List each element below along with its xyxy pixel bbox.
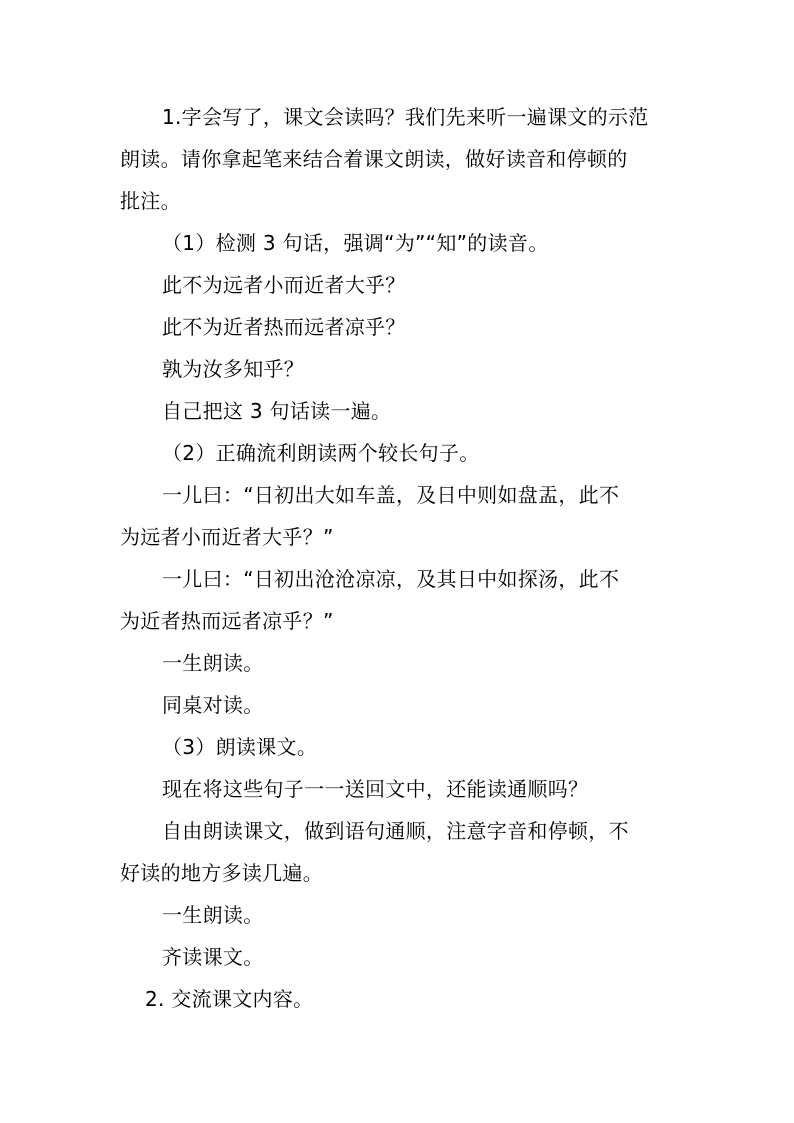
sentence-line: 此不为远者小而近者大乎？ bbox=[162, 273, 406, 297]
subheading-line: （2）正确流利朗读两个较长句子。 bbox=[162, 441, 480, 465]
instruction-line: 一生朗读。 bbox=[162, 651, 264, 675]
sentence-line: 此不为近者热而远者凉乎？ bbox=[162, 315, 406, 339]
instruction-line: 一生朗读。 bbox=[162, 903, 264, 927]
section-heading: 2. 交流课文内容。 bbox=[145, 987, 314, 1011]
paragraph-line: 朗读。请你拿起笔来结合着课文朗读，做好读音和停顿的 bbox=[120, 147, 628, 171]
instruction-line: 同桌对读。 bbox=[162, 693, 264, 717]
subheading-line: （3）朗读课文。 bbox=[162, 735, 318, 759]
instruction-line: 齐读课文。 bbox=[162, 945, 264, 969]
quote-line: 为远者小而近者大乎？” bbox=[120, 525, 334, 549]
instruction-line: 自己把这 3 句话读一遍。 bbox=[162, 399, 392, 423]
question-line: 现在将这些句子一一送回文中，还能读通顺吗？ bbox=[162, 777, 589, 801]
subheading-line: （1）检测 3 句话，强调“为”“知”的读音。 bbox=[162, 231, 549, 255]
quote-line: 为近者热而远者凉乎？” bbox=[120, 609, 334, 633]
quote-line: 一儿曰：“日初出沧沧凉凉，及其日中如探汤，此不 bbox=[162, 567, 620, 591]
instruction-line: 好读的地方多读几遍。 bbox=[120, 861, 323, 885]
paragraph-line: 1.字会写了，课文会读吗？我们先来听一遍课文的示范 bbox=[162, 105, 649, 129]
quote-line: 一儿曰：“日初出大如车盖，及日中则如盘盂，此不 bbox=[162, 483, 620, 507]
paragraph-line: 批注。 bbox=[120, 189, 181, 213]
sentence-line: 孰为汝多知乎？ bbox=[162, 357, 305, 381]
instruction-line: 自由朗读课文，做到语句通顺，注意字音和停顿，不 bbox=[162, 819, 629, 843]
